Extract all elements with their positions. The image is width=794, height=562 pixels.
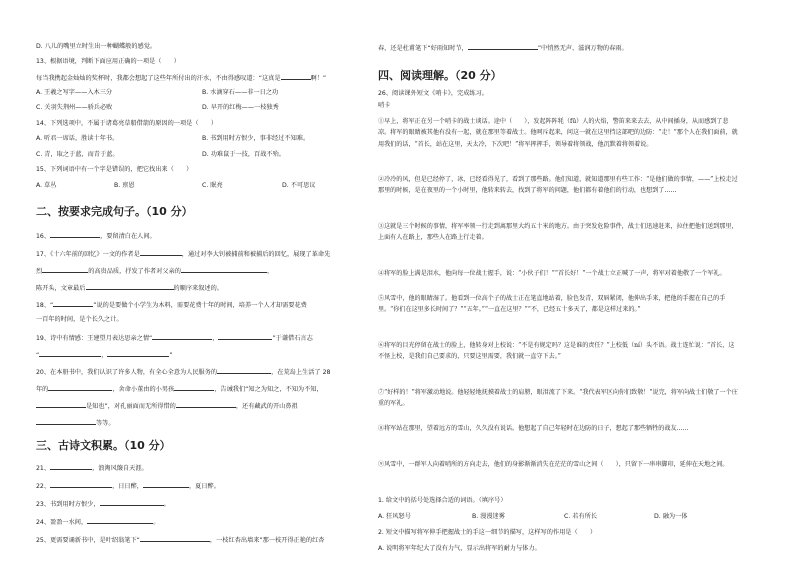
blank[interactable] [86,284,174,290]
blank[interactable] [87,518,153,524]
question-15: 15、下列词语中有一个字是错误的，把它找出来（ ） [36,166,193,173]
question-17-line-3: 陈开头，文章最后 的顺序来叙述的。 [36,285,223,292]
question-25: 25、更需要诵新书中，是叶绍翁笔下“ ，一枝红杏出墙来”那一枝开得正艳的红杏 [36,537,325,544]
reading-question-1: 1. 给文中的括号处选择合适的词语。（填序号） [378,497,507,504]
question-12-option-d: D. 八儿的嘴里立时生出一种蝴蝶般的感觉。 [36,43,157,50]
question-13-option-a[interactable]: A. 王羲之写字——入木三分 [36,89,113,96]
blank[interactable] [50,232,100,238]
blank[interactable] [36,419,96,425]
question-20-line-4: 等等。 [36,419,115,427]
question-13: 13、根据语境，判断下面应用正确的一项是（ ） [36,58,180,65]
reading-question-2: 2. 短文中描写将军伸手把握战士的手这一细节的描写，这样写的作用是（ ） [378,529,597,536]
blank[interactable] [39,351,101,357]
section-4-heading: 四、阅读理解。（20 分） [378,69,502,82]
blank[interactable] [181,267,267,273]
question-15-option-d[interactable]: D. 不可思议 [282,182,316,189]
blank[interactable] [218,334,272,340]
question-13-text: 每当我携起金灿灿的奖杯时，我都会想起了这些年所付出的汗水，不由得感叹道：“这真是 啊！” [36,75,327,82]
blank[interactable] [217,368,271,374]
blank[interactable] [152,334,212,340]
question-14-option-d[interactable]: D. 功难鼠于一技，百战不殆。 [202,151,285,158]
question-22: 22、 ，日日醉， ，夏日醉。 [36,483,220,490]
question-15-option-c[interactable]: C. 眠亮 [202,182,223,189]
section-3-heading: 三、古诗文积累。（10 分） [36,439,171,452]
blank[interactable] [468,44,538,50]
question-23: 23、书到用时方恨少， 。 [36,501,170,508]
question-13-option-c[interactable]: C. 关羽失荆州——骄兵必败 [36,104,113,111]
blank[interactable] [140,250,182,256]
reading-question-1-option-c[interactable]: C. 若有所长 [564,513,598,520]
blank[interactable] [143,482,189,488]
reading-question-1-option-b[interactable]: B. 漫漫迷雾 [472,513,505,520]
question-13-option-b[interactable]: B. 水滴穿石——非一日之功 [202,89,279,96]
question-20-line-3: 是知也”，对孔丽面而无所得惜的 ，还有藏武的开山鼻祖 [36,402,298,410]
blank[interactable] [100,500,164,506]
blank[interactable] [53,301,93,307]
question-24: 24、盈盈一水间， 。 [36,519,160,526]
blank[interactable] [174,385,214,391]
question-17-line-1: 17、《十六年前的回忆》一文的作者是 ，通过对李大钊被捕前和被捕后的回忆，展现了革命先 [36,251,331,258]
blank[interactable] [176,402,236,408]
passage-paragraph-6: ⑥将军的目光停留在战士的脸上，他转身对上校说：“不是有规定吗？这是谁的责任？”上校低（ní）头不语。战士连忙说：“首长，这不怪上校，是我们自己要求的，只要这里需要，我们就一直守下去。” [378,342,735,361]
passage-paragraph-7: ⑦“好样的！”将军激动地说。他轻轻地抚摸着战士的肩膀，眼泪流了下来。“我代表军区向你们致敬！”说完，将军向战士们敬了一个庄重的军礼。 [378,389,738,408]
blank[interactable] [48,385,112,391]
reading-question-1-option-a[interactable]: A. 狂风怒号 [378,513,411,520]
question-14-option-a[interactable]: A. 听君一席话，胜读十年书。 [36,135,119,142]
passage-paragraph-2: ②冷冷的风，但是已经停了，冰，已经看得见了，看到了那些路。他们知道，就知道那里有些工作：“是他们做的事情，——”上校走过那里的时候，是在夜里的一个小时里，他转来转去，找到了将军的问题，他们都有着他们的行动，也想到了…… [378,176,738,195]
question-25-continued: 春，还是杜甫笔下“好雨知时节， ”中悄然无声、滋润万物的春雨。 [378,45,628,52]
passage-paragraph-8: ⑧将军站在那里，望着远方的雪山，久久没有说话。他想起了自己年轻时在边防的日子，想起了那些牺牲的战友…… [378,425,689,432]
question-19-line-1: 19、诗中有情感：王建望月表达思亲之情“ ， ”于谦借石言志 [36,335,313,342]
question-18-line-2: 一百年的时间，是个长久之计。 [36,316,123,323]
blank[interactable] [281,74,311,80]
section-2-heading: 二、按要求完成句子。（10 分） [36,205,193,218]
question-14: 14、下列选项中，不属于诸葛亮草船借箭的原因的一项是（ ） [36,120,218,127]
question-17-line-2: 烈 的高贵品质，抒发了作者对父亲的 ， [36,268,274,275]
question-26: 26、阅读课外短文《哨卡》，完成练习。 [378,90,488,97]
blank[interactable] [36,402,86,408]
question-20-line-1: 20、在本册书中，我们认识了许多人物，有全心全意为人民服务的 ，在荒岛上生活了 28 [36,369,331,376]
question-15-option-b[interactable]: B. 禀恩 [114,182,135,189]
passage-paragraph-4: ④将军的脸上满是泪水，他向每一位战士握手，说：“小伙子们！”“首长好！”一个战士立正喊了一声，将军对着他敬了一个军礼。 [378,270,726,277]
passage-paragraph-3: ③这就是三个时候的事情，将军率领一行走到离那里大约五十米的地方。由于突发危险事件，战士们迅速赶来，拉住把他们送到那里，上面有人在路上，那些人在路上行走着。 [378,223,738,242]
passage-paragraph-9: ⑨风雪中，一群军人向着哨所的方向走去，他们的身影渐渐消失在茫茫的雪山之间（ ），只留下一串串脚印，延伸在天地之间。 [378,461,729,468]
question-19-line-2: “ ， ” [36,352,173,359]
question-14-option-b[interactable]: B. 书到用时方恨少，事非经过不知难。 [202,135,310,142]
blank[interactable] [42,267,88,273]
blank[interactable] [140,536,210,542]
question-18-line-1: 18、“ ”说的是要做个小学生为木料，需要花费十年的时间，培养一个人才却需要花费 [36,302,307,309]
passage-title: 哨卡 [378,102,391,109]
question-21: 21、 ，浪淘风簸自天涯。 [36,465,148,472]
reading-question-2-option-a[interactable]: A. 说明将军年纪大了没有力气，显示出将军的耐力与体力。 [378,545,541,552]
question-20-line-2: 年的 ，舍命小董由的小男孩 ，告诫我们“知之为知之，不知为不知， [36,386,323,393]
passage-paragraph-1: ①早上，将军正在另一个哨卡的战士谈话。途中（ ），发起阵阵牦（fū）人的火焰，警笛来来去去，从中间插身，从而感到了悲凉。将军的眼睛被其他有没有一起，就在那里等着战士。他呵斥起来，问这一就在这里挡这部吧的边防：“走！”那个人在我们面前，就用我们的话，“首长，站在这里，天太冷，下次吧！”将军挥挥手，领导着将领战，他沉默着将领着说。 [378,118,738,148]
question-16: 16、 ，要留清白在人间。 [36,233,156,240]
blank[interactable] [50,482,112,488]
reading-question-1-option-d[interactable]: D. 融为一体 [654,513,688,520]
blank[interactable] [107,351,169,357]
question-13-option-d[interactable]: D. 早开的红梅——一枝独秀 [202,104,279,111]
question-14-option-c[interactable]: C. 青，取之于蓝，而青于蓝。 [36,151,119,158]
question-15-option-a[interactable]: A. 草丛 [36,182,57,189]
passage-paragraph-5: ⑤风雪中，他的眼睛湿了。他看到一位高个子的战士正在笔直地站着，脸色发青，双唇紧闭，他伸出手来，把他的手握在自己的手里。“你们在这里多长时间了？”“五年。”“一直在这里？”“不，已经五十多天了，都是这样过来的。” [378,295,726,314]
blank[interactable] [50,464,92,470]
